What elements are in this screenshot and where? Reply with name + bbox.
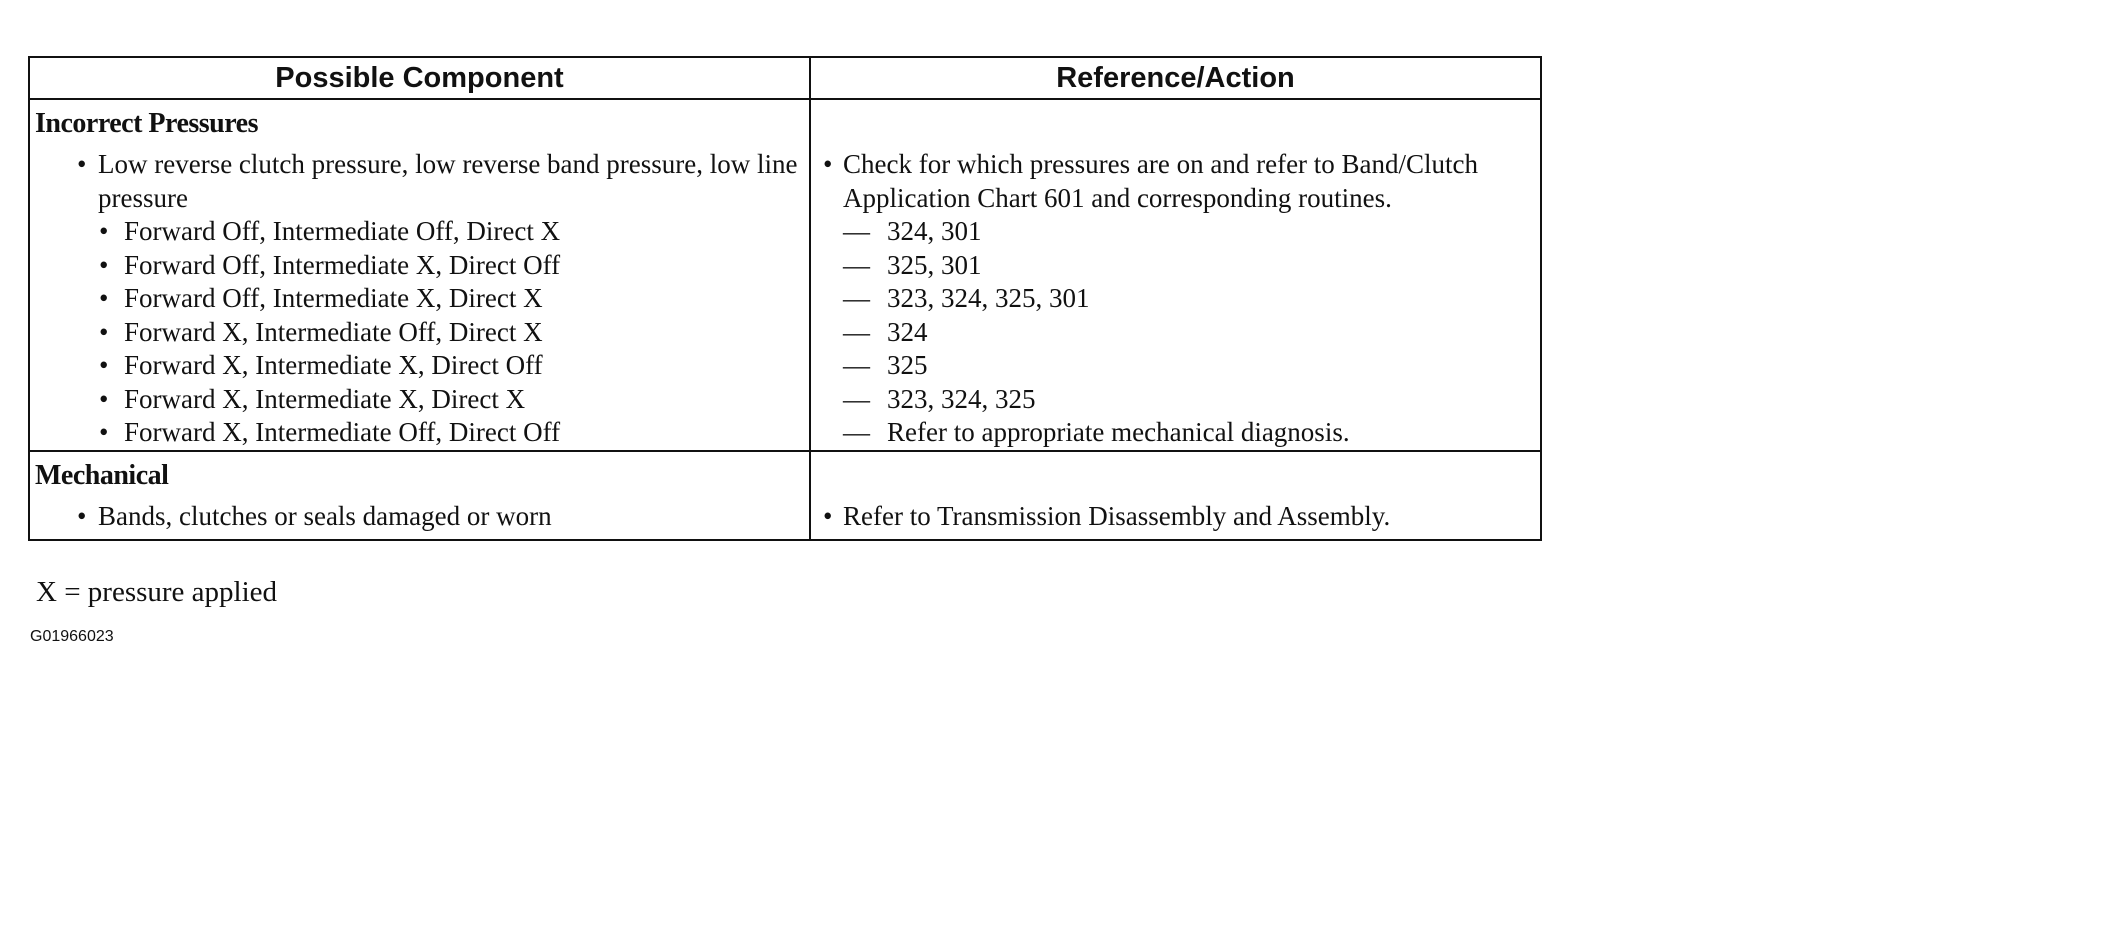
section-mechanical <box>29 451 1541 541</box>
component-item: • Forward Off, Intermediate Off, Direct X <box>30 215 809 249</box>
action-text: 323, 324, 325 <box>887 383 1036 414</box>
dash-glyph: — <box>843 417 870 447</box>
dash-glyph: — <box>843 316 870 347</box>
action-item <box>811 383 1540 417</box>
mechanical-action-cell <box>810 451 1541 541</box>
dash-glyph: — <box>843 350 870 380</box>
dash-glyph: — <box>843 283 870 313</box>
incorrect-pressures-action-cell <box>810 99 1541 451</box>
table-header-row <box>29 57 1541 99</box>
incorrect-pressures-component-cell <box>29 99 810 451</box>
action-item <box>811 282 1540 316</box>
section-title-incorrect-pressures: Incorrect Pressures <box>35 108 258 139</box>
header-possible-component: Possible Component <box>29 57 810 99</box>
component-item: • Forward X, Intermediate X, Direct X <box>30 383 809 417</box>
component-item: • Forward Off, Intermediate X, Direct Off <box>30 249 809 283</box>
section-incorrect-pressures <box>29 99 1541 451</box>
action-text: 324, 301 <box>887 216 982 246</box>
action-item <box>811 249 1540 283</box>
action-text: Refer to appropriate mechanical diagnosis. <box>887 417 1350 447</box>
component-lead-item: • Low reverse clutch pressure, low reverse band pressure, low line pressure <box>30 148 809 215</box>
dash-glyph: — <box>843 249 870 280</box>
component-item: • Forward X, Intermediate Off, Direct Off <box>30 416 809 450</box>
component-item: • Forward X, Intermediate Off, Direct X <box>30 316 809 350</box>
action-item <box>811 349 1540 383</box>
section-title-mechanical: Mechanical <box>35 459 169 491</box>
legend-note: X = pressure applied <box>36 576 278 608</box>
mechanical-component-cell <box>29 451 810 541</box>
action-item <box>811 215 1540 249</box>
figure-id: G01966023 <box>30 628 114 645</box>
component-lead-item: • Bands, clutches or seals damaged or worn <box>30 500 809 534</box>
diagnosis-table <box>28 56 1542 541</box>
dash-glyph: — <box>843 216 870 246</box>
action-lead-item: • Check for which pressures are on and refer to Band/Clutch Application Chart 601 and corresponding routines. <box>811 148 1540 215</box>
action-text: 324 <box>887 316 928 347</box>
component-item: • Forward X, Intermediate X, Direct Off <box>30 349 809 383</box>
header-reference-action: Reference/Action <box>810 57 1541 99</box>
action-text: 325, 301 <box>887 249 982 280</box>
action-item <box>811 416 1540 450</box>
diagnosis-document <box>28 56 1540 541</box>
action-text: 323, 324, 325, 301 <box>887 283 1090 313</box>
action-text: 325 <box>887 350 928 380</box>
action-lead-item: • Refer to Transmission Disassembly and Assembly. <box>811 500 1540 534</box>
action-item <box>811 316 1540 350</box>
component-item: • Forward Off, Intermediate X, Direct X <box>30 282 809 316</box>
dash-glyph: — <box>843 383 870 414</box>
